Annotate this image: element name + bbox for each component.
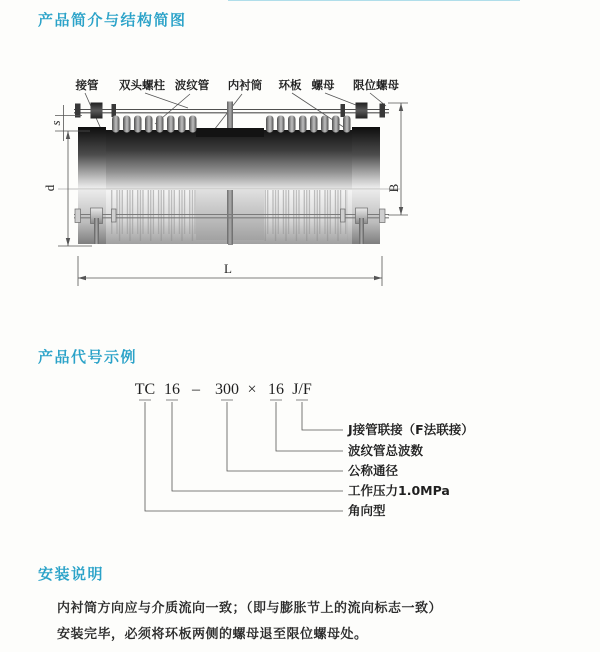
section-title-install: 安装说明 xyxy=(38,565,105,583)
nut-top-left-main xyxy=(91,103,103,119)
part-label-shuangtou: 双头螺柱 xyxy=(119,78,165,92)
callout-working-pressure: 工作压力1.0MPa xyxy=(348,483,450,498)
part-label-luomu: 螺母 xyxy=(311,78,335,92)
dimension-b xyxy=(386,103,408,215)
part-label-bowenguan: 波纹管 xyxy=(174,78,210,92)
section-title-intro: 产品简介与结构简图 xyxy=(38,11,187,29)
code-segments xyxy=(135,381,312,398)
bellows-body-lower xyxy=(78,190,380,244)
bellows-tabs-left xyxy=(112,116,197,133)
center-bottom-stud xyxy=(227,190,233,244)
callout-wave-count: 波纹管总波数 xyxy=(348,443,424,458)
hanging-stud-right xyxy=(359,218,364,244)
dim-label-l: L xyxy=(224,261,232,276)
part-label-huanban: 环板 xyxy=(278,78,302,92)
code-seg-type: TC xyxy=(134,381,156,398)
part-label-neichentong: 内衬筒 xyxy=(227,78,263,92)
install-note-line-1: 内衬筒方向应与介质流向一致；（即与膨胀节上的流向标志一致） xyxy=(57,601,443,616)
nut-top-right-outer xyxy=(380,104,386,118)
callout-angular-type: 角向型 xyxy=(348,503,386,518)
code-seg-diameter: 300 xyxy=(215,381,239,398)
dim-label-b: B xyxy=(386,183,401,193)
body-shell xyxy=(78,130,380,189)
nut-top-right-inner xyxy=(341,104,346,117)
structure-diagram xyxy=(0,60,600,305)
top-tie-rod xyxy=(74,102,389,133)
code-callout-labels xyxy=(347,422,474,518)
part-label-jieguan: 接管 xyxy=(75,78,99,92)
product-code-diagram xyxy=(0,372,600,532)
code-seg-pressure: 16 xyxy=(164,381,180,398)
nut-top-left-inner xyxy=(112,104,117,117)
nut-bottom-right-inner xyxy=(341,209,346,222)
part-label-xianwei: 限位螺母 xyxy=(353,78,399,92)
dim-label-s: s xyxy=(48,120,63,126)
hanging-stud-left xyxy=(94,218,99,244)
callout-nominal-diameter: 公称通径 xyxy=(348,463,399,478)
end-collar-right xyxy=(352,127,380,189)
bellows-tabs-right xyxy=(266,116,351,133)
code-callout-lines xyxy=(139,400,343,511)
nut-top-right-main xyxy=(356,103,368,119)
code-seg-dash: – xyxy=(192,381,200,398)
section-title-code: 产品代号示例 xyxy=(38,348,138,366)
part-labels xyxy=(75,78,400,92)
install-note-line-2: 安装完毕，必须将环板两侧的螺母退至限位螺母处。 xyxy=(57,627,368,642)
nut-bottom-left-outer xyxy=(75,209,81,223)
center-top-stud xyxy=(227,102,233,133)
dimension-l xyxy=(78,256,382,286)
inner-liner-band xyxy=(196,128,264,137)
dim-label-d: d xyxy=(42,184,57,192)
page-top-edge-line xyxy=(228,0,520,1)
code-seg-waves: 16 xyxy=(268,381,284,398)
nut-bottom-left-inner xyxy=(112,209,117,222)
callout-connection: J接管联接（F法联接） xyxy=(348,422,474,437)
code-seg-conn: J/F xyxy=(292,381,312,398)
end-collar-left xyxy=(78,127,106,189)
code-seg-times: × xyxy=(247,381,257,398)
nut-bottom-right-outer xyxy=(380,209,386,223)
